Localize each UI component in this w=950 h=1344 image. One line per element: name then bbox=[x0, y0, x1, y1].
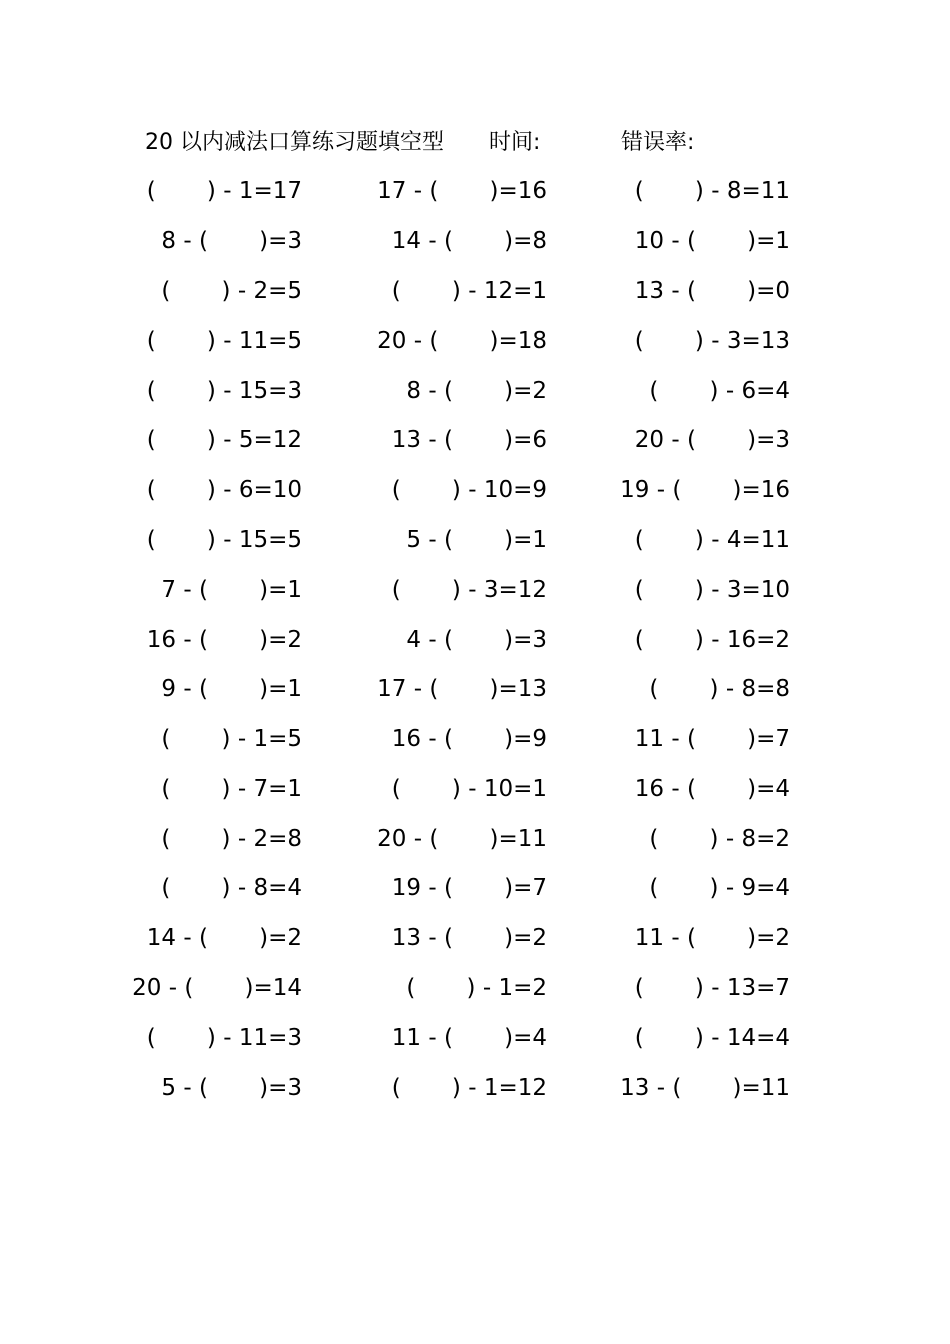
problem-item: ( ) - 1=2 bbox=[406, 975, 547, 1001]
problem-item: 20 - ( )=11 bbox=[377, 826, 547, 852]
problem-item: 5 - ( )=1 bbox=[406, 527, 547, 553]
worksheet-header bbox=[145, 125, 765, 161]
problem-item: ( ) - 9=4 bbox=[649, 875, 790, 901]
problem-item: 4 - ( )=3 bbox=[406, 627, 547, 653]
problem-item: 14 - ( )=8 bbox=[391, 228, 547, 254]
problem-row bbox=[0, 570, 950, 610]
problem-item: ( ) - 8=11 bbox=[634, 178, 790, 204]
problem-row bbox=[0, 470, 950, 510]
problem-item: ( ) - 10=9 bbox=[391, 477, 547, 503]
problem-item: 8 - ( )=2 bbox=[406, 378, 547, 404]
problem-item: ( ) - 8=2 bbox=[649, 826, 790, 852]
problem-item: ( ) - 2=8 bbox=[161, 826, 302, 852]
problem-item: 7 - ( )=1 bbox=[161, 577, 302, 603]
problem-item: ( ) - 14=4 bbox=[634, 1025, 790, 1051]
problem-item: 11 - ( )=2 bbox=[634, 925, 790, 951]
problem-item: ( ) - 7=1 bbox=[161, 776, 302, 802]
problem-row bbox=[0, 769, 950, 809]
problem-item: 16 - ( )=2 bbox=[146, 627, 302, 653]
problem-item: ( ) - 2=5 bbox=[161, 278, 302, 304]
problem-item: 10 - ( )=1 bbox=[634, 228, 790, 254]
problem-row bbox=[0, 520, 950, 560]
problem-item: 16 - ( )=4 bbox=[634, 776, 790, 802]
problem-row bbox=[0, 669, 950, 709]
problem-item: 19 - ( )=7 bbox=[391, 875, 547, 901]
problem-row bbox=[0, 620, 950, 660]
problem-item: 17 - ( )=13 bbox=[377, 676, 547, 702]
problem-row bbox=[0, 171, 950, 211]
problem-item: ( ) - 1=5 bbox=[161, 726, 302, 752]
problem-item: ( ) - 13=7 bbox=[634, 975, 790, 1001]
problem-item: 13 - ( )=2 bbox=[391, 925, 547, 951]
problem-item: 14 - ( )=2 bbox=[146, 925, 302, 951]
problem-item: ( ) - 8=4 bbox=[161, 875, 302, 901]
problem-row bbox=[0, 420, 950, 460]
problem-item: ( ) - 15=3 bbox=[146, 378, 302, 404]
problem-item: ( ) - 12=1 bbox=[391, 278, 547, 304]
problem-item: 9 - ( )=1 bbox=[161, 676, 302, 702]
problem-row bbox=[0, 918, 950, 958]
problem-item: 20 - ( )=3 bbox=[634, 427, 790, 453]
problem-item: ( ) - 4=11 bbox=[634, 527, 790, 553]
problem-row bbox=[0, 819, 950, 859]
problem-item: 11 - ( )=7 bbox=[634, 726, 790, 752]
problem-item: 16 - ( )=9 bbox=[391, 726, 547, 752]
problem-item: ( ) - 3=13 bbox=[634, 328, 790, 354]
problem-item: ( ) - 11=5 bbox=[146, 328, 302, 354]
problem-item: 20 - ( )=18 bbox=[377, 328, 547, 354]
error-rate-label: 错误率: bbox=[621, 130, 695, 155]
worksheet-title: 20 以内减法口算练习题填空型 bbox=[145, 130, 444, 155]
problem-item: ( ) - 8=8 bbox=[649, 676, 790, 702]
problem-item: 11 - ( )=4 bbox=[391, 1025, 547, 1051]
problem-item: 5 - ( )=3 bbox=[161, 1075, 302, 1101]
problem-item: ( ) - 1=12 bbox=[391, 1075, 547, 1101]
problem-item: ( ) - 3=10 bbox=[634, 577, 790, 603]
problem-item: 13 - ( )=0 bbox=[634, 278, 790, 304]
problem-item: ( ) - 5=12 bbox=[146, 427, 302, 453]
problem-item: ( ) - 11=3 bbox=[146, 1025, 302, 1051]
problem-row bbox=[0, 371, 950, 411]
problem-item: ( ) - 16=2 bbox=[634, 627, 790, 653]
problem-item: 13 - ( )=6 bbox=[391, 427, 547, 453]
problem-item: ( ) - 10=1 bbox=[391, 776, 547, 802]
problem-item: ( ) - 15=5 bbox=[146, 527, 302, 553]
problem-row bbox=[0, 868, 950, 908]
problem-item: 17 - ( )=16 bbox=[377, 178, 547, 204]
problem-item: 20 - ( )=14 bbox=[132, 975, 302, 1001]
problem-row bbox=[0, 968, 950, 1008]
problem-item: 13 - ( )=11 bbox=[620, 1075, 790, 1101]
problem-row bbox=[0, 221, 950, 261]
time-label: 时间: bbox=[489, 130, 541, 155]
problem-item: ( ) - 6=10 bbox=[146, 477, 302, 503]
problem-item: ( ) - 1=17 bbox=[146, 178, 302, 204]
problem-row bbox=[0, 1068, 950, 1108]
problem-item: 8 - ( )=3 bbox=[161, 228, 302, 254]
problem-item: ( ) - 6=4 bbox=[649, 378, 790, 404]
problem-row bbox=[0, 1018, 950, 1058]
problem-row bbox=[0, 321, 950, 361]
problem-row bbox=[0, 719, 950, 759]
problem-row bbox=[0, 271, 950, 311]
problem-item: ( ) - 3=12 bbox=[391, 577, 547, 603]
problem-item: 19 - ( )=16 bbox=[620, 477, 790, 503]
